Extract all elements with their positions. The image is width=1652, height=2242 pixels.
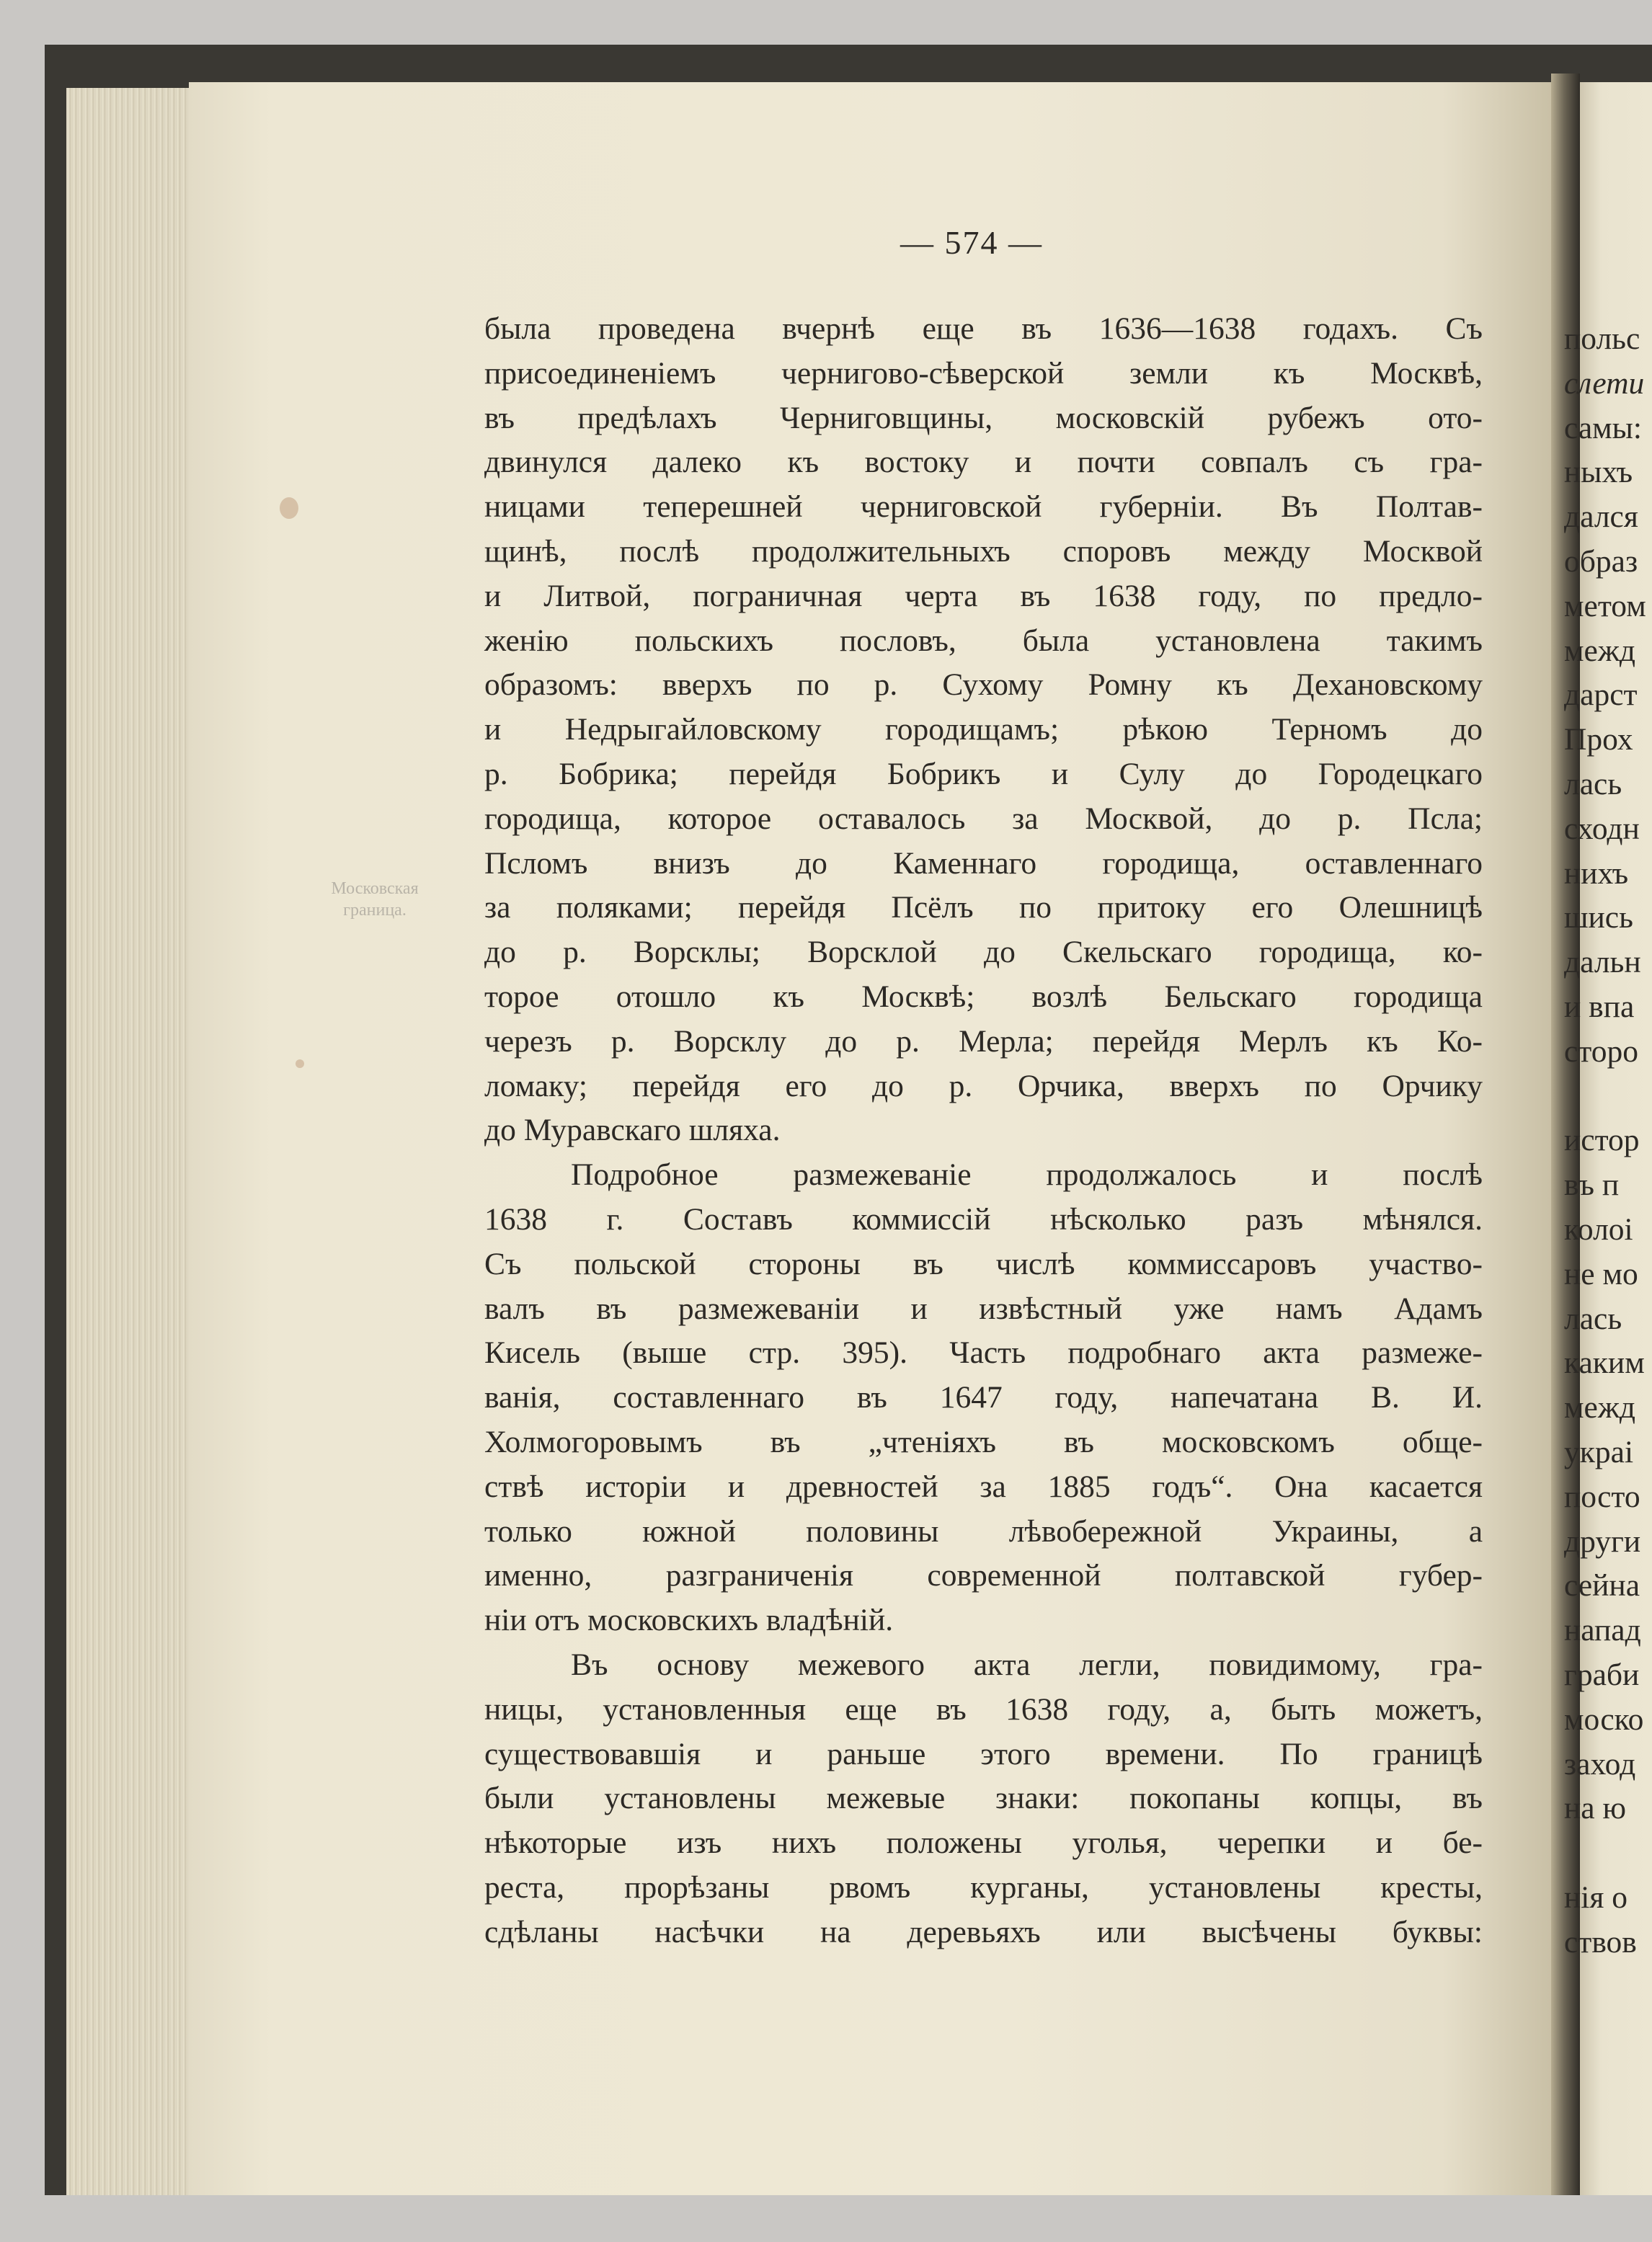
next-page-line: межд (1564, 633, 1636, 668)
next-page-line: дальн (1564, 945, 1641, 980)
next-page-text (1564, 317, 1651, 1965)
text-line: р. Бобрика; перейдя Бобрикъ и Сулу до Городецкаго (484, 756, 1483, 791)
text-line: и Литвой, пограничная черта въ 1638 году, по предло- (484, 578, 1483, 613)
margin-note (310, 878, 440, 921)
next-page-line: лась (1564, 766, 1622, 801)
text-line: Съ польской стороны въ числѣ коммиссаровъ участво- (484, 1246, 1483, 1281)
paper-stain (296, 1059, 304, 1068)
text-line: нѣкоторые изъ нихъ положены уголья, черепки и бе- (484, 1825, 1483, 1861)
next-page-line: не мо (1564, 1256, 1638, 1291)
next-page-line: самы: (1564, 410, 1642, 445)
text-line: двинулся далеко къ востоку и почти совпалъ съ гра- (484, 445, 1483, 480)
text-line: Кисель (выше стр. 395). Часть подробнаго акта размеже- (484, 1335, 1483, 1371)
next-page-line: образ (1564, 543, 1638, 579)
text-line: городища, которое оставалось за Москвой, до р. Псла; (484, 801, 1483, 836)
next-page-line: сторо (1564, 1033, 1638, 1069)
text-line: до р. Ворсклы; Ворсклой до Скельскаго городища, ко- (484, 935, 1483, 970)
text-line: Холмогоровымъ въ „чтеніяхъ въ московскомъ обще- (484, 1424, 1483, 1459)
page-body-text (484, 307, 1483, 1954)
text-line: и Недрыгайловскому городищамъ; рѣкою Терномъ до (484, 712, 1483, 747)
paper-stain (280, 497, 298, 519)
text-line: ванія, составленнаго въ 1647 году, напечатана В. И. (484, 1380, 1483, 1415)
next-page-line: сходн (1564, 811, 1640, 846)
text-line: сдѣланы насѣчки на деревьяхъ или высѣчены буквы: (484, 1914, 1483, 1949)
text-line: валъ въ размежеваніи и извѣстный уже намъ Адамъ (484, 1291, 1483, 1326)
text-line: ломаку; перейдя его до р. Орчика, вверхъ по Орчику (484, 1068, 1483, 1103)
text-line: только южной половины лѣвобережной Украины, а (484, 1513, 1483, 1549)
next-page-line: нія о (1564, 1880, 1627, 1915)
next-page-line: польс (1564, 321, 1640, 356)
next-page-line: напад (1564, 1613, 1641, 1648)
next-page-line: дарст (1564, 677, 1638, 713)
text-line: ницы, установленныя еще въ 1638 году, а, быть можетъ, (484, 1691, 1483, 1727)
text-line: ніи отъ московскихъ владѣній. (484, 1603, 894, 1638)
next-page-line: лась (1564, 1301, 1622, 1336)
next-page-line: шись (1564, 900, 1633, 935)
text-line: были установлены межевые знаки: покопаны копцы, въ (484, 1781, 1483, 1816)
text-line: существовавшія и раньше этого времени. По границѣ (484, 1736, 1483, 1771)
next-page-line: заход (1564, 1746, 1636, 1781)
next-page-line: моско (1564, 1701, 1644, 1737)
margin-note-line: граница. (343, 901, 407, 920)
next-page-line: дался (1564, 499, 1638, 535)
next-page-line: истор (1564, 1123, 1640, 1158)
next-page-line: граби (1564, 1657, 1640, 1692)
text-line: Подробное размежеваніе продолжалось и послѣ (571, 1157, 1483, 1193)
text-line: торое отошло къ Москвѣ; возлѣ Бельскаго городища (484, 979, 1483, 1014)
text-line: ницами теперешней черниговской губерніи. Въ Полтав- (484, 489, 1483, 525)
text-line: черезъ р. Ворсклу до р. Мерла; перейдя Мерлъ къ Ко- (484, 1023, 1483, 1059)
text-line: образомъ: вверхъ по р. Сухому Ромну къ Дехановскому (484, 667, 1483, 703)
text-line: женію польскихъ пословъ, была установлена такимъ (484, 623, 1483, 658)
text-line: была проведена вчернѣ еще въ 1636—1638 годахъ. Съ (484, 311, 1483, 346)
text-line: за поляками; перейдя Псёлъ по притоку его Олешницѣ (484, 890, 1483, 925)
next-page-line: въ п (1564, 1167, 1620, 1203)
text-line: Псломъ внизъ до Каменнаго городища, оставленнаго (484, 845, 1483, 881)
next-page-line: каким (1564, 1345, 1645, 1381)
next-page-line: Прох (1564, 722, 1633, 757)
next-page-line: колоі (1564, 1211, 1633, 1247)
text-line: ствѣ исторіи и древностей за 1885 годъ“. Она касается (484, 1469, 1483, 1504)
text-line: 1638 г. Составъ коммиссій нѣсколько разъ мѣнялся. (484, 1201, 1483, 1237)
text-line: присоединеніемъ черниговo-сѣверской земли къ Москвѣ, (484, 355, 1483, 391)
text-line: Въ основу межевого акта легли, повидимому, гра- (571, 1647, 1483, 1682)
next-page-line: и впа (1564, 989, 1635, 1024)
next-page-line: други (1564, 1523, 1641, 1559)
next-page-line (1564, 1075, 1651, 1119)
next-page-line: слети (1564, 365, 1645, 401)
next-page-line (1564, 1831, 1651, 1876)
text-line: именно, разграниченія современной полтавской губер- (484, 1558, 1483, 1593)
next-page-line: на ю (1564, 1791, 1626, 1826)
next-page-line: ныхъ (1564, 455, 1633, 490)
next-page-line: посто (1564, 1479, 1640, 1514)
next-page-line: нихъ (1564, 855, 1629, 891)
page-number: — 574 — (900, 224, 1043, 261)
next-page-line: ствов (1564, 1924, 1637, 1959)
text-line: до Муравскаго шляха. (484, 1113, 781, 1148)
text-line: реста, прорѣзаны рвомъ курганы, установлены кресты, (484, 1869, 1483, 1905)
next-page-line: украі (1564, 1434, 1634, 1469)
text-line: щинѣ, послѣ продолжительныхъ споровъ между Москвой (484, 533, 1483, 569)
margin-note-line: Московская (331, 879, 419, 898)
next-page-line: метом (1564, 588, 1646, 623)
next-page-line: межд (1564, 1390, 1636, 1425)
text-line: въ предѣлахъ Черниговщины, московскій рубежъ ото- (484, 400, 1483, 435)
next-page-line: сейна (1564, 1568, 1640, 1603)
